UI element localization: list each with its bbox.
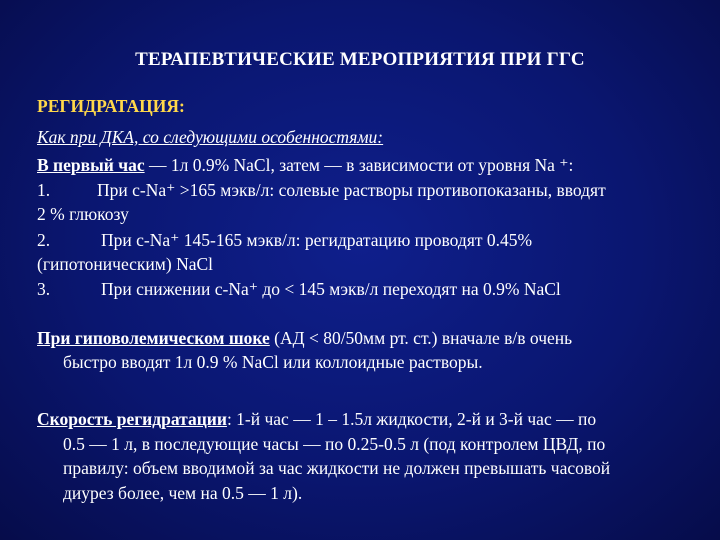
first-hour-label: В первый час — [37, 155, 145, 175]
first-hour-text: — 1л 0.9% NaCl, затем — в зависимости от уровня Na ⁺: — [144, 155, 574, 175]
section-heading: РЕГИДРАТАЦИЯ: — [37, 96, 185, 116]
speed-label: Скорость регидратации — [37, 409, 227, 429]
first-hour-line — [37, 155, 573, 175]
speed-line-1: Скорость регидратации: 1-й час — 1 – 1.5л жидкости, 2-й и 3-й час — по — [37, 409, 597, 429]
speed-line-3: правилу: объем вводимой за час жидкости не должен превышать часовой — [63, 458, 611, 478]
item-2-line-2: (гипотоническим) NaCl — [37, 254, 214, 274]
slide-title: ТЕРАПЕВТИЧЕСКИЕ МЕРОПРИЯТИЯ ПРИ ГГС — [135, 49, 585, 70]
item-1-line-1: 1. При c-Na⁺ >165 мэкв/л: солевые растворы противопоказаны, вводят — [37, 180, 606, 200]
speed-line-2: 0.5 — 1 л, в последующие часы — по 0.25-0.5 л (под контролем ЦВД, по — [63, 434, 606, 454]
item-3-line: 3. При снижении c-Na⁺ до < 145 мэкв/л переходят на 0.9% NaCl — [37, 279, 561, 299]
speed-line-4: диурез более, чем на 0.5 — 1 л). — [63, 483, 303, 503]
intro-line: Как при ДКА, со следующими особенностями: — [37, 127, 384, 147]
shock-label: При гиповолемическом шоке — [37, 328, 270, 348]
shock-line-2: быстро вводят 1л 0.9 % NaCl или коллоидные растворы. — [63, 352, 483, 372]
item-2-line-1: 2. При c-Na⁺ 145-165 мэкв/л: регидратацию проводят 0.45% — [37, 230, 533, 250]
shock-line-1: При гиповолемическом шоке (АД < 80/50мм рт. ст.) вначале в/в очень — [37, 328, 573, 348]
item-1-line-2: 2 % глюкозу — [37, 204, 129, 224]
